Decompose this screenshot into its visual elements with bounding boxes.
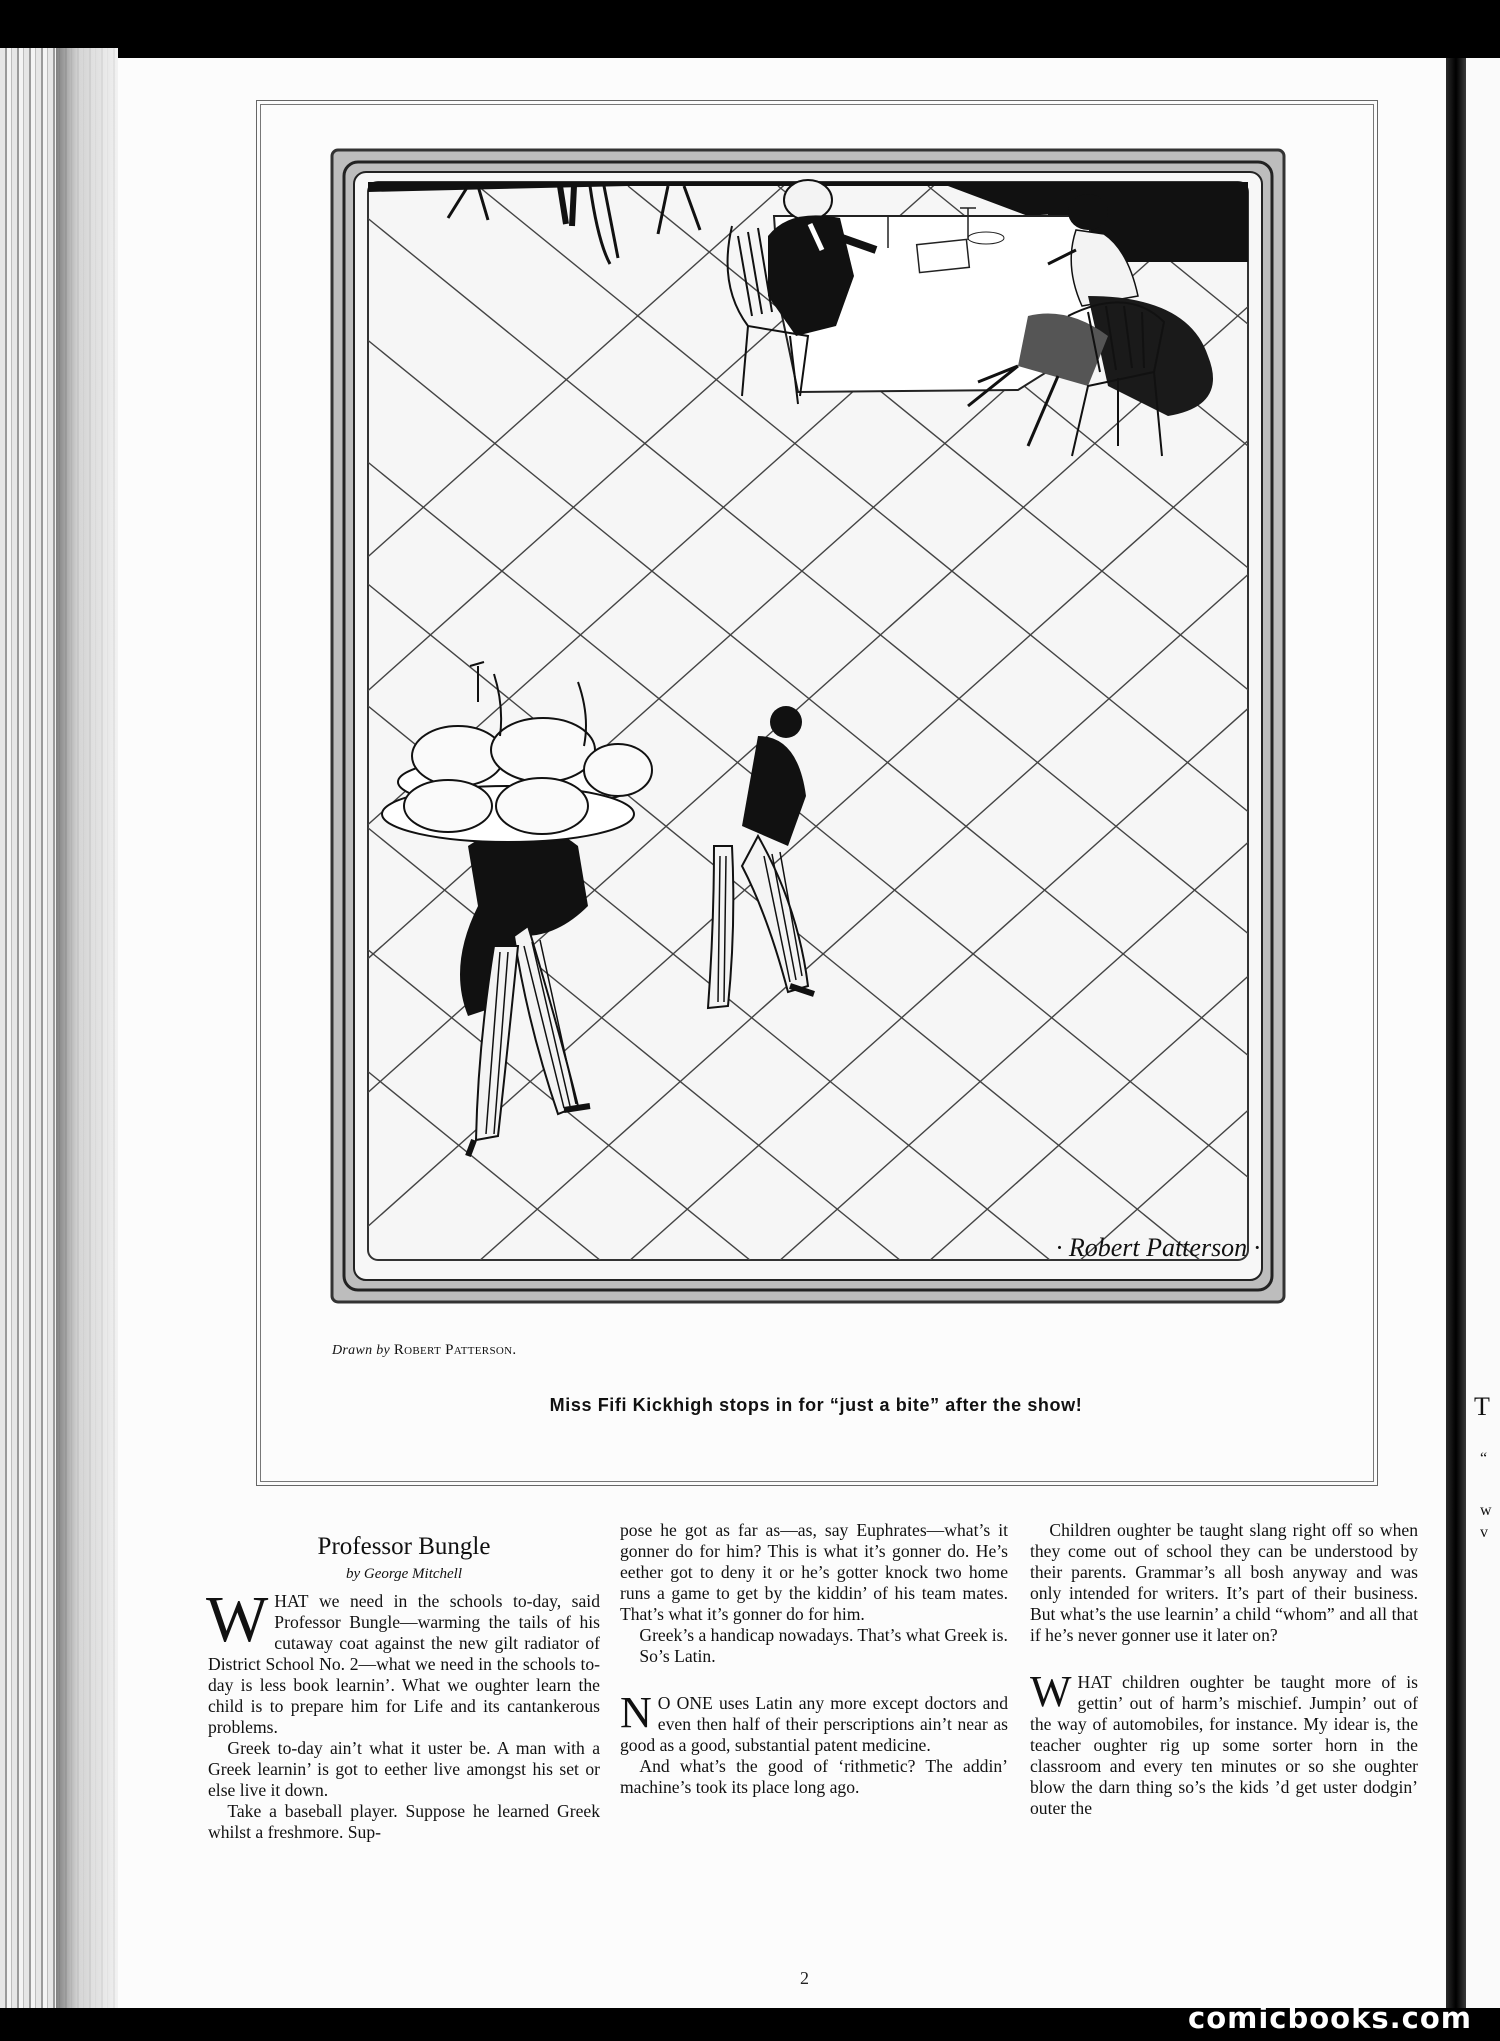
drop-cap: W — [1030, 1667, 1072, 1716]
next-page-fragment: T — [1474, 1392, 1490, 1421]
credit-name: Robert Patterson. — [393, 1342, 517, 1358]
paragraph-text: uses Latin any more except doctors and even then half of their perscriptions ain’t near as good as a good, substantial patent medicine. — [620, 1693, 1009, 1755]
next-page-fragment: v — [1480, 1524, 1488, 1541]
article-paragraph: pose he got as far as—as, say Euphrates—what’s it gonner do for him? This is what it’s gonner do. He’s eether got to deny it or he’s gotter knock two home runs a game to get by the kiddin’ of his team mates. That’s what it’s gonner do for him. — [620, 1520, 1008, 1624]
article-column-2 — [620, 1520, 1008, 1798]
page-stack-shadow — [56, 48, 118, 2008]
drop-cap: W — [206, 1583, 269, 1656]
lead-words: HAT — [1077, 1672, 1112, 1692]
article-paragraph: And what’s the good of ‘rithmetic? The addin’ machine’s took its place long ago. — [620, 1756, 1008, 1797]
credit-prefix: Drawn by — [332, 1343, 391, 1358]
article-paragraph — [1030, 1667, 1418, 1819]
article-byline: by George Mitchell — [345, 1566, 463, 1582]
article-paragraph: Take a baseball player. Suppose he learned Greek whilst a freshmore. Sup- — [208, 1801, 600, 1842]
paragraph-text: we need in the schools to-day, said Professor Bungle—warming the tails of his cutaway coat against the new gilt radiator of District School No. 2—what we need in the schools to-day is less book learnin’. What we oughter learn the child is to prepare him for Life and its cantankerous problems. — [208, 1591, 600, 1737]
article-paragraph: Greek to-day ain’t what it uster be. A man with a Greek learnin’ is got to eether live amongst his set or else live it down. — [208, 1738, 600, 1800]
paragraph-text: children oughter be taught more of is gettin’ out of harm’s mischief. Jumpin’ out of the way of automobiles, for instance. My idear is, the teacher oughter rig up some sorter horn in the classroom and every ten minutes or so she oughter blow the darn thing so’s the kids ’d get uster dodgin’ outer the — [1030, 1672, 1418, 1818]
article-paragraph — [206, 1583, 600, 1738]
article-paragraph: So’s Latin. — [639, 1646, 716, 1666]
next-page-fragment: “ — [1480, 1450, 1488, 1467]
article-paragraph: Greek’s a handicap nowadays. That’s what Greek is. — [639, 1625, 1008, 1645]
article-paragraph — [620, 1688, 1009, 1756]
article-title: Professor Bungle — [317, 1533, 491, 1560]
article-column-1 — [208, 1520, 600, 1843]
book-gutter — [1446, 58, 1466, 2008]
drop-cap: N — [620, 1688, 652, 1737]
next-page-edge — [1466, 58, 1500, 2008]
illustration-credit — [332, 1342, 516, 1359]
article-column-3 — [1030, 1520, 1418, 1819]
watermark: comicbooks.com — [1188, 2001, 1472, 2035]
illustration-caption: Miss Fifi Kickhigh stops in for “just a bite” after the show! — [549, 1395, 1083, 1415]
lead-words: HAT — [274, 1591, 309, 1611]
lead-words: O ONE — [657, 1693, 713, 1713]
artist-signature: · Robert Patterson · — [1055, 1233, 1261, 1262]
next-page-fragment: w — [1480, 1502, 1492, 1519]
restaurant-illustration — [328, 146, 1288, 1306]
article-paragraph: Children oughter be taught slang right off so when they come out of school they can be understood by their parents. Grammar’s all bosh anyway and was only intended for writers. It’s part of their business. But what’s the use learnin’ a child “whom” and all that if he’s never gonner use it later on? — [1030, 1520, 1418, 1645]
page-number: 2 — [800, 1968, 809, 1988]
